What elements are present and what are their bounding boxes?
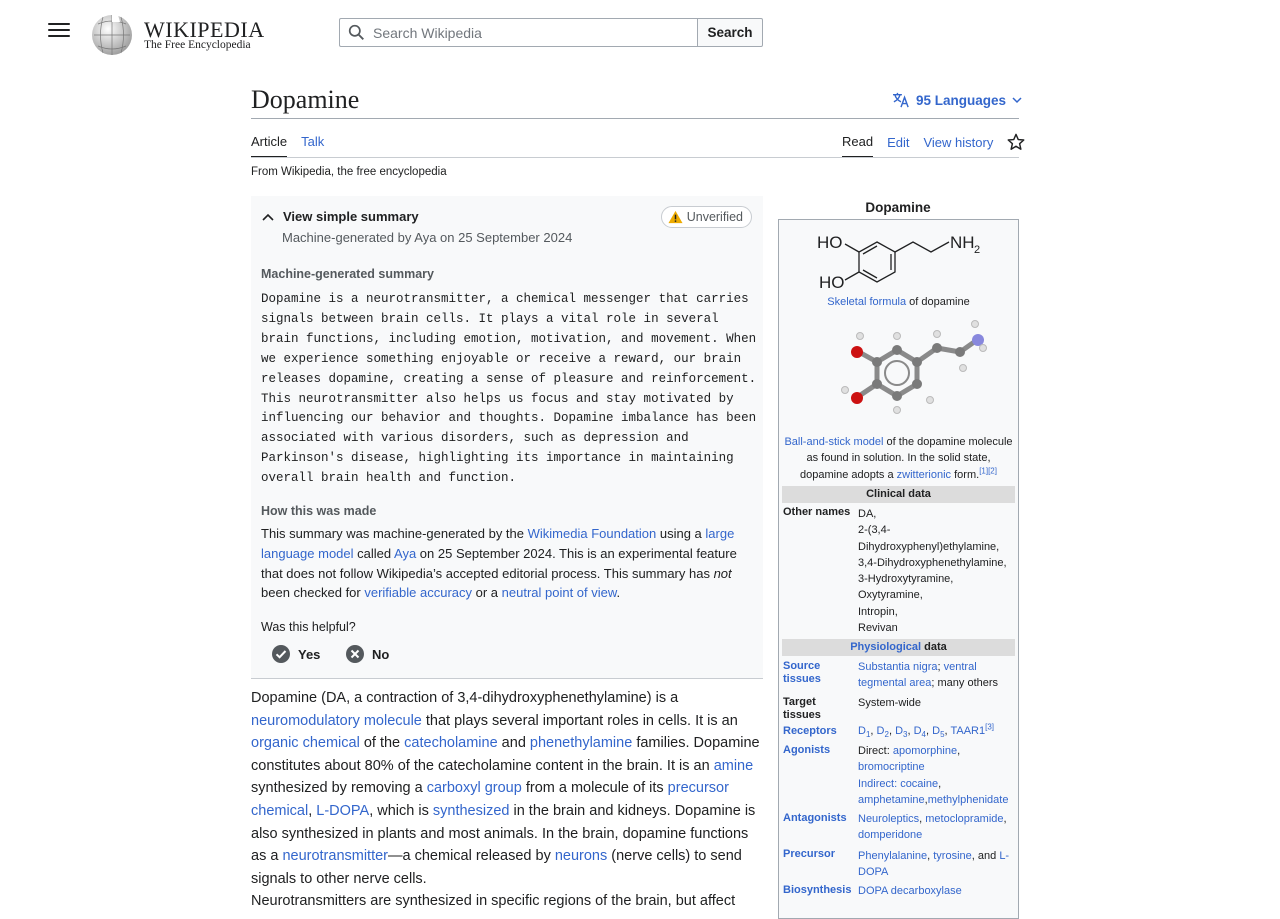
language-button[interactable] [892,92,1022,108]
tab-talk[interactable]: Talk [301,134,325,149]
link-amine[interactable]: amine [713,757,754,774]
link-skeletal-formula[interactable]: Skeletal formula [827,296,907,308]
source-tissues-label[interactable]: Source tissues [783,660,821,685]
formula-label: 2 [974,244,981,256]
tab-read[interactable]: Read [842,134,873,158]
link-tyrosine[interactable]: tyrosine [933,850,972,862]
link-d5[interactable]: $D_5$ [932,725,945,740]
helpful-prompt: Was this helpful? [261,620,356,634]
link-neuroleptics[interactable]: Neuroleptics [858,813,920,825]
link-d2[interactable]: $D_2$ [876,725,889,740]
link-neuromodulatory-molecule[interactable]: neuromodulatory molecule [251,712,422,729]
formula-label: HO [819,273,845,292]
link-bromocriptine[interactable]: bromocriptine [858,761,925,774]
summary-line: we experience something enjoyable or receive a reward, our brain [261,351,742,366]
biosynthesis-value [858,883,1016,899]
warning-icon [668,210,683,224]
link-ventral-tegmental-area[interactable]: ventral tegmental area [858,661,977,690]
target-tissues-value: System-wide [858,697,921,709]
link-synthesized[interactable]: synthesized [432,802,510,819]
ball-and-stick-image[interactable] [815,318,985,428]
section-clinical-data: Clinical data [782,486,1015,503]
skeletal-formula-image[interactable] [815,226,985,290]
summary-line: brain functions, including emotion, motivation, and movement. When [261,331,757,346]
link-organic-chemical[interactable]: organic chemical [251,735,360,752]
summary-line: This neurotransmitter also helps us focus and stay motivated by [261,391,734,406]
link-phenylalanine[interactable]: Phenylalanine [858,850,928,862]
antagonists-label[interactable]: Antagonists [783,812,847,824]
chevron-up-icon [261,210,275,224]
link-precursor-chemical[interactable]: precursor chemical [251,780,729,819]
search-form [339,18,763,47]
logo-wordmark[interactable]: WIKIPEDIA [144,17,265,42]
summary-line: overall brain health and function. [261,471,517,486]
simple-summary-panel [251,196,763,679]
link-neurotransmitter[interactable]: neurotransmitter [282,848,389,865]
summary-byline: Machine-generated by Aya on 25 September 2024 [282,230,573,245]
how-made-text: This summary was machine-generated by the Wikimedia Foundation using a large language model called Aya on 25 September 2024. This is an experimental feature that does not follow Wikipedia’s accepted editorial process. This summary has not been checked for verifiable accuracy or a neutral point of view. [261,526,737,601]
reference-link[interactable]: [1][2] [979,466,997,476]
tabs-divider [251,157,1019,158]
agonists-label[interactable]: Agonists [783,744,831,756]
section-physiological-data: Physiological data [782,639,1015,656]
search-input[interactable] [339,18,698,47]
reference-link[interactable]: [3] [985,722,994,732]
target-tissues-label: Target tissues [783,696,821,721]
title-divider [251,118,1019,119]
unverified-badge [661,206,752,228]
summary-toggle[interactable] [261,209,419,224]
link-carboxyl-group[interactable]: carboxyl group [426,780,522,797]
check-circle-icon [272,645,290,663]
close-circle-icon [346,645,364,663]
link-domperidone[interactable]: domperidone [858,829,923,842]
other-names-value: DA, 2-(3,4- Dihydroxyphenyl)ethylamine, 3,4-Dihydroxyphenethylamine, 3-Hydroxytyramine, Oxytyramine, Intropin, Revivan [858,508,1007,635]
link-amphetamine[interactable]: amphetamine [858,793,925,806]
precursor-label[interactable]: Precursor [783,848,835,860]
wikimedia-foundation-link[interactable]: Wikimedia Foundation [527,526,657,541]
chevron-down-icon [1012,96,1022,104]
biosynthesis-label[interactable]: Biosynthesis [783,884,852,896]
formula-label: HO [817,233,843,252]
summary-line: Parkinson's disease, highlighting its importance in maintaining [261,451,734,466]
tab-article[interactable]: Article [251,134,287,158]
link-d4[interactable]: $D_4$ [913,725,926,740]
namespace-tabs [251,134,324,158]
link-apomorphine[interactable]: apomorphine [892,745,958,757]
link-neurons[interactable]: neurons [554,848,608,865]
link-l-dopa[interactable]: L-DOPA [316,802,370,819]
page-title: Dopamine [251,85,360,114]
link-substantia-nigra[interactable]: Substantia nigra [858,661,938,673]
watch-star-icon[interactable] [1007,133,1025,151]
link-d3[interactable]: $D_3$ [895,725,908,740]
receptors-value: $D_1$, $D_2$, $D_3$, $D_4$, $D_5$, TAAR1[3] [858,722,994,740]
summary-line: signals between brain cells. It plays a vital role in several [261,311,719,326]
summary-line: releases dopamine, creating a sense of pleasure and reinforcement. [261,371,757,386]
summary-heading: Machine-generated summary [261,267,434,281]
link-methylphenidate[interactable]: methylphenidate [927,793,1009,806]
infobox [778,219,1019,919]
summary-toggle-label: View simple summary [283,209,419,224]
summary-text [261,290,757,489]
logo-tagline: The Free Encyclopedia [144,39,251,51]
article-lead-paragraph: Dopamine (DA, a contraction of 3,4-dihydroxyphenethylamine) is a neuromodulatory molecule that plays several important roles in cells. It is an organic chemical of the catecholamine and phenethylamine families. Dopamine constitutes about 80% of the catecholamine content in the brain. It is an amine synthesized by removing a carboxyl group from a molecule of its precursor chemical, L-DOPA, which is synthesized in the brain and kidneys. Dopamine is also synthesized in plants and most animals. In the brain, dopamine functions as a neurotransmitter—a chemical released by neurons (nerve cells) to send signals to other nerve cells. Neurotransmitters are synthesized in specific regions of the brain, but affect [251,690,760,910]
link-zwitterionic[interactable]: zwitterionic [896,468,952,481]
link-physiological[interactable]: Physiological [850,641,922,653]
link-phenethylamine[interactable]: phenethylamine [529,735,633,752]
link-cocaine[interactable]: cocaine [900,777,939,790]
llm-link[interactable]: large language model [261,526,735,561]
site-header [0,0,1280,66]
unverified-label: Unverified [686,210,743,224]
link-taar1[interactable]: TAAR1 [950,725,986,737]
vote-yes-button[interactable]: Yes [272,645,320,663]
antagonists-value: Neuroleptics, metoclopramide, domperidone [858,813,1007,842]
link-catecholamine[interactable]: catecholamine [404,735,498,752]
view-tabs [842,134,1025,158]
tab-edit[interactable]: Edit [887,135,910,150]
link-indirect[interactable]: Indirect: [858,777,901,790]
language-count: 95 Languages [916,92,1007,108]
main-menu-icon[interactable] [48,23,70,41]
link-metoclopramide[interactable]: metoclopramide [925,813,1004,825]
other-names-label: Other names [783,506,851,518]
summary-line: influencing our behavior and thoughts. Dopamine imbalance has been [261,411,757,426]
precursor-value: Phenylalanine, tyrosine, and L-DOPA [858,850,1010,879]
neutral-pov-link[interactable]: neutral point of view [501,585,617,601]
how-made-heading: How this was made [261,504,377,518]
site-tagline: From Wikipedia, the free encyclopedia [251,166,447,178]
ball-and-stick-caption: Ball-and-stick model of the dopamine molecule as found in solution. In the solid state, dopamine adopts a zwitterionic form.[1][2] [784,436,1013,481]
search-icon [348,24,365,41]
vote-no-button[interactable]: No [346,645,389,663]
source-tissues-value: Substantia nigra; ventral tegmental area; many others [858,661,999,690]
skeletal-formula-caption: Skeletal formula of dopamine [827,296,970,308]
link-d1[interactable]: $D_1$ [858,725,871,740]
agonists-value: Direct: apomorphine, bromocriptine Indirect: cocaine, amphetamine,methylphenidate [858,745,1009,806]
formula-label: NH [950,233,975,252]
receptors-label[interactable]: Receptors [783,725,837,737]
wikipedia-globe-icon[interactable] [90,14,134,56]
link-dopa-decarboxylase[interactable]: DOPA decarboxylase [858,885,962,897]
summary-line: Dopamine is a neurotransmitter, a chemical messenger that carries [261,292,749,306]
translate-icon [892,92,910,108]
link-l-dopa-precursor[interactable]: L-DOPA [858,850,1010,879]
tab-view-history[interactable]: View history [923,135,994,150]
aya-link[interactable]: Aya [394,545,417,561]
verifiable-accuracy-link[interactable]: verifiable accuracy [364,585,473,601]
search-button[interactable]: Search [697,18,763,47]
infobox-title: Dopamine [865,200,931,215]
link-ball-and-stick[interactable]: Ball-and-stick model [784,436,884,448]
summary-line: associated with various disorders, such as depression and [261,431,689,446]
